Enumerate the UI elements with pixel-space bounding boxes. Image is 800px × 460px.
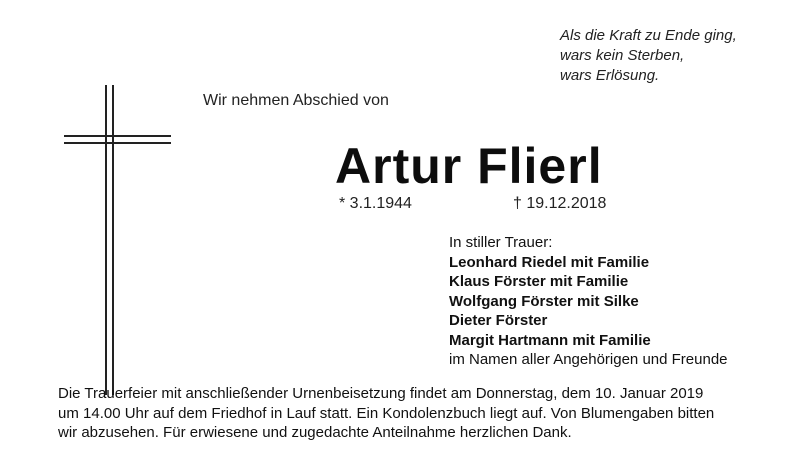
ceremony-line: wir abzusehen. Für erwiesene und zugedachte Anteilnahme herzlichen Dank. xyxy=(58,424,572,441)
motto-line: wars kein Sterben, xyxy=(560,47,685,64)
ceremony-info xyxy=(58,384,778,443)
mourner-name: Dieter Förster xyxy=(449,312,548,329)
intro-text: Wir nehmen Abschied von xyxy=(203,92,389,109)
birth-date: * 3.1.1944 xyxy=(339,195,412,212)
ceremony-line: Die Trauerfeier mit anschließender Urnenbeisetzung findet am Donnerstag, dem 10. Januar 2019 xyxy=(58,385,704,402)
mourners-closing: im Namen aller Angehörigen und Freunde xyxy=(449,351,728,368)
mourners-list xyxy=(449,233,728,370)
cross-icon xyxy=(60,80,175,400)
motto-line: wars Erlösung. xyxy=(560,67,660,84)
motto-line: Als die Kraft zu Ende ging, xyxy=(560,27,737,44)
motto-quote xyxy=(560,26,737,86)
mourner-name: Leonhard Riedel mit Familie xyxy=(449,253,650,271)
deceased-name: Artur Flierl xyxy=(335,138,603,194)
mourner-name: Wolfgang Förster mit Silke xyxy=(449,292,639,310)
death-date: † 19.12.2018 xyxy=(513,195,607,212)
mourner-name: Klaus Förster mit Familie xyxy=(449,273,629,290)
mourner-name: Margit Hartmann mit Familie xyxy=(449,331,651,349)
mourners-heading: In stiller Trauer: xyxy=(449,234,553,251)
ceremony-line: um 14.00 Uhr auf dem Friedhof in Lauf statt. Ein Kondolenzbuch liegt auf. Von Blumengaben bitten xyxy=(58,404,715,422)
